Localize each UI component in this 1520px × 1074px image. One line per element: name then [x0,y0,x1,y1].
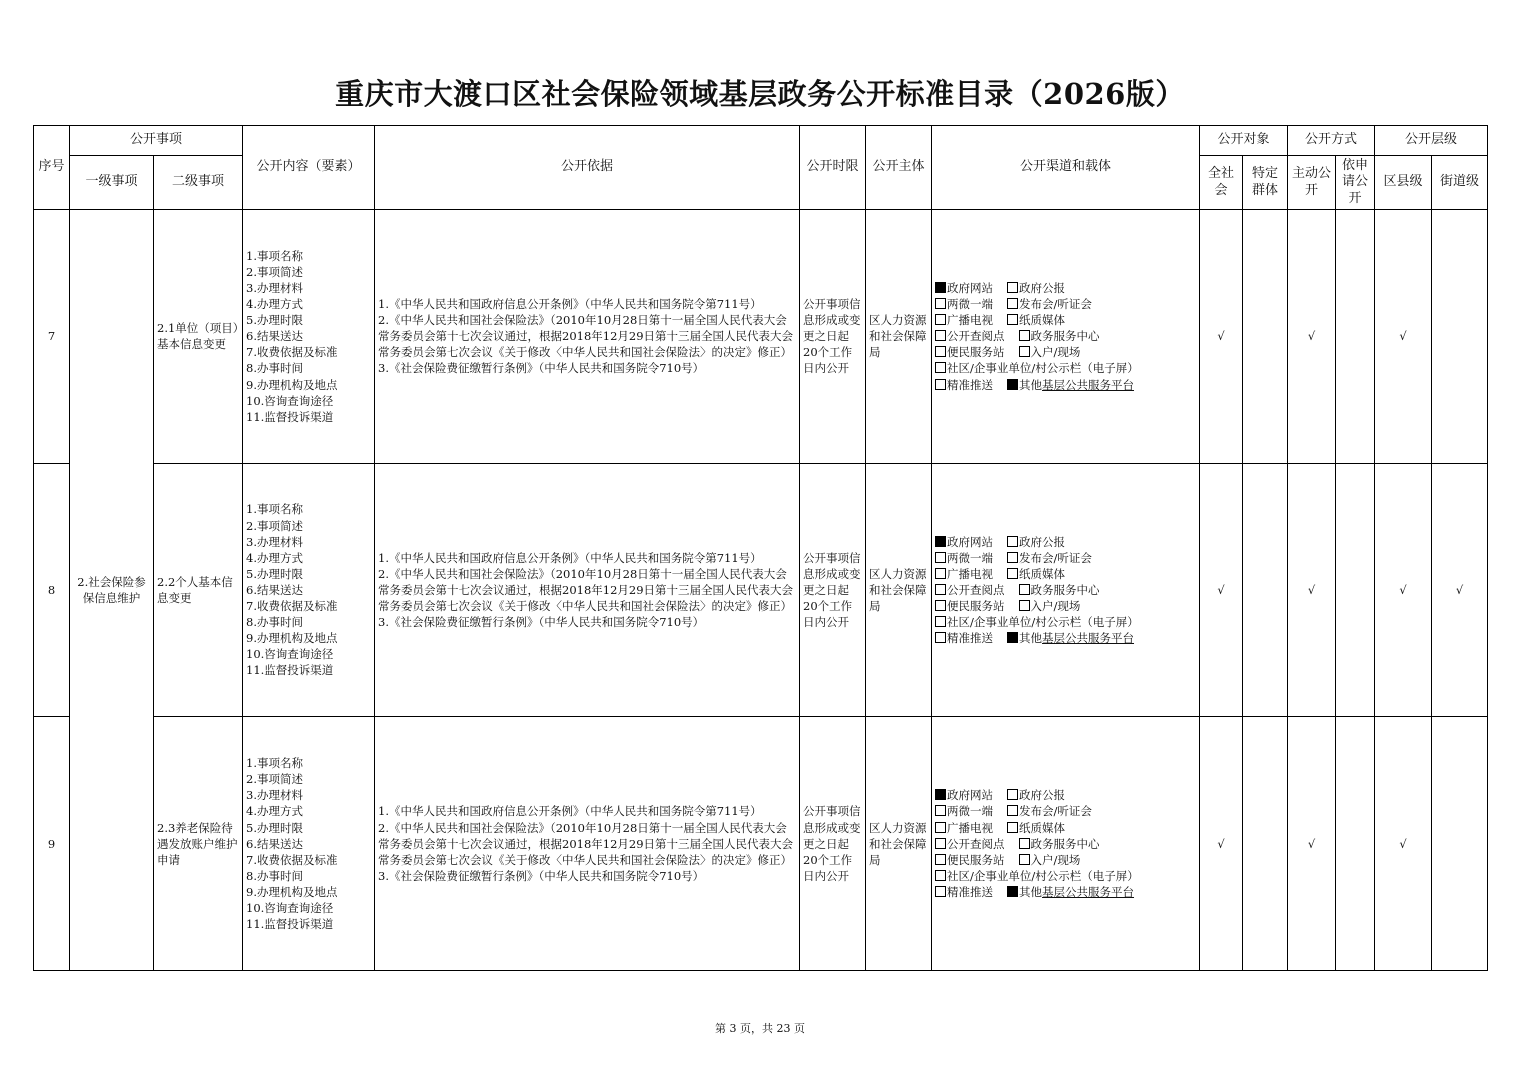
checkbox-icon[interactable] [1019,346,1030,357]
channel-label: 入户/现场 [1030,599,1081,614]
time-limit: 公开事项信息形成或变更之日起20个工作日内公开 [800,717,866,971]
channel-option[interactable] [935,345,1005,359]
content-list [243,717,375,971]
checkbox-icon[interactable] [935,600,946,611]
content-item: 7.收费依据及标准 [246,852,338,867]
channel-option[interactable] [1019,853,1081,867]
checkbox-icon[interactable] [935,632,946,643]
channel-row [935,787,1196,803]
publish-subject: 区人力资源和社会保障局 [866,463,932,717]
channel-label: 便民服务站 [947,345,1005,360]
channel-label: 纸质媒体 [1019,566,1066,581]
basis-list [375,210,800,464]
channel-option[interactable] [935,821,993,835]
channel-option[interactable] [1007,804,1092,818]
channel-label: 广播电视 [947,566,994,581]
channel-row [935,280,1196,296]
channel-option[interactable] [935,853,1005,867]
time-limit: 公开事项信息形成或变更之日起20个工作日内公开 [800,210,866,464]
channel-label: 纸质媒体 [1019,313,1066,328]
content-item: 5.办理时限 [246,566,303,581]
mark-specific [1243,463,1288,717]
channel-option[interactable] [1007,567,1065,581]
channel-label: 广播电视 [947,820,994,835]
content-item: 7.收费依据及标准 [246,345,338,360]
header-items-group: 公开事项 [70,126,243,156]
content-list [243,210,375,464]
header-time: 公开时限 [800,126,866,210]
checkbox-icon[interactable] [935,838,946,849]
channel-row [935,360,1196,376]
mark-all: √ [1200,210,1243,464]
channel-label: 其他 [1019,631,1043,646]
checkbox-icon[interactable] [1007,282,1018,293]
channel-option[interactable] [1007,885,1134,899]
channel-label: 公开查阅点 [947,329,1005,344]
publish-subject: 区人力资源和社会保障局 [866,210,932,464]
checkbox-icon[interactable] [1007,552,1018,563]
mark-county: √ [1375,717,1432,971]
channel-option[interactable] [1007,313,1065,327]
checkbox-icon[interactable] [935,870,946,881]
content-item: 9.办理机构及地点 [246,631,338,646]
mark-county: √ [1375,210,1432,464]
checkbox-icon[interactable] [935,854,946,865]
content-item: 11.监督投诉渠道 [246,409,334,424]
header-method-active: 主动公开 [1288,156,1336,210]
channel-row [935,377,1196,393]
basis-item: 1.《中华人民共和国政府信息公开条例》（中华人民共和国务院令第711号） [378,550,762,565]
header-target-all: 全社会 [1200,156,1243,210]
mark-specific [1243,717,1288,971]
content-item: 4.办理方式 [246,297,303,312]
basis-item: 1.《中华人民共和国政府信息公开条例》（中华人民共和国务院令第711号） [378,804,762,819]
channel-label: 其他 [1019,377,1043,392]
content-item: 11.监督投诉渠道 [246,663,334,678]
channel-row [935,534,1196,550]
channel-label: 政府公报 [1019,281,1066,295]
catalog-table [33,125,1488,971]
header-channel: 公开渠道和载体 [932,126,1200,210]
channel-option[interactable] [935,837,1005,851]
channel-list [932,210,1200,464]
channel-option[interactable] [1007,788,1065,802]
channel-label: 社区/企事业单位/村公示栏（电子屏） [947,868,1139,883]
mark-active: √ [1288,463,1336,717]
channel-label: 政府公报 [1019,534,1066,549]
basis-list [375,717,800,971]
channel-label: 社区/企事业单位/村公示栏（电子屏） [947,361,1139,376]
checkbox-icon[interactable] [935,552,946,563]
channel-row [935,550,1196,566]
channel-option[interactable] [1019,583,1100,597]
table-row [34,717,1488,971]
header-subject: 公开主体 [866,126,932,210]
row-seq: 8 [34,463,70,717]
basis-item: 2.《中华人民共和国社会保险法》（2010年10月28日第十一届全国人民代表大会常务委员会第十七次会议通过，根据2018年12月29日第十三届全国人民代表大会常务委员会第七次会议《关于修改〈中华人民共和国社会保险法〉的决定》修正） [378,566,794,614]
channel-label: 政府网站 [947,534,994,549]
channel-label: 发布会/听证会 [1019,550,1092,565]
channel-option[interactable] [935,615,1139,629]
channel-label: 社区/企事业单位/村公示栏（电子屏） [947,615,1139,630]
header-level: 公开层级 [1375,126,1488,156]
header-level-street: 街道级 [1432,156,1488,210]
checkbox-icon[interactable] [935,536,946,547]
content-item: 5.办理时限 [246,313,303,328]
header-basis: 公开依据 [375,126,800,210]
mark-active: √ [1288,210,1336,464]
header-method-request: 依申请公开 [1336,156,1375,210]
content-item: 8.办事时间 [246,361,303,376]
channel-label: 精准推送 [947,884,994,899]
time-limit: 公开事项信息形成或变更之日起20个工作日内公开 [800,463,866,717]
content-item: 8.办事时间 [246,868,303,883]
content-item: 10.咨询查询途径 [246,393,334,408]
content-item: 8.办事时间 [246,615,303,630]
channel-label: 政府网站 [947,788,994,803]
channel-option[interactable] [1019,837,1100,851]
row-seq: 7 [34,210,70,464]
checkbox-icon[interactable] [935,822,946,833]
channel-option[interactable] [1007,297,1092,311]
header-method: 公开方式 [1288,126,1375,156]
checkbox-icon[interactable] [1019,330,1030,341]
channel-option[interactable] [1007,631,1134,645]
channel-row [935,566,1196,582]
level1-item: 2.社会保险参保信息维护 [70,210,154,971]
header-content: 公开内容（要素） [243,126,375,210]
content-item: 6.结果送达 [246,582,303,597]
checkbox-icon[interactable] [935,616,946,627]
checkbox-icon[interactable] [1007,536,1018,547]
channel-label: 两微一端 [947,804,994,819]
channel-row [935,868,1196,884]
level2-item: 2.2个人基本信息变更 [154,463,243,717]
channel-label: 政务服务中心 [1030,329,1100,344]
mark-street [1432,717,1488,971]
channel-extra: 基层公共服务平台 [1042,377,1135,392]
basis-item: 3.《社会保险费征缴暂行条例》（中华人民共和国务院令710号） [378,361,705,376]
content-item: 11.监督投诉渠道 [246,917,334,932]
checkbox-icon[interactable] [1019,854,1030,865]
checkbox-icon[interactable] [935,789,946,800]
channel-label: 两微一端 [947,550,994,565]
content-item: 3.办理材料 [246,788,303,803]
level2-item: 2.3养老保险待遇发放账户维护申请 [154,717,243,971]
table-row [34,210,1488,464]
channel-label: 便民服务站 [947,852,1005,867]
header-level-county: 区县级 [1375,156,1432,210]
channel-option[interactable] [1007,551,1092,565]
content-item: 2.事项简述 [246,264,303,279]
checkbox-icon[interactable] [1007,789,1018,800]
channel-label: 公开查阅点 [947,836,1005,851]
basis-item: 3.《社会保险费征缴暂行条例》（中华人民共和国务院令710号） [378,615,705,630]
page-title: 重庆市大渡口区社会保险领域基层政务公开标准目录（2026版） [335,77,1185,111]
checkbox-icon[interactable] [935,568,946,579]
checkbox-icon[interactable] [935,314,946,325]
channel-label: 精准推送 [947,377,994,392]
channel-row [935,344,1196,360]
basis-list [375,463,800,717]
channel-row [935,884,1196,900]
channel-option[interactable] [935,297,993,311]
checkbox-icon[interactable] [935,584,946,595]
channel-list [932,463,1200,717]
channel-row [935,820,1196,836]
content-item: 2.事项简述 [246,772,303,787]
channel-option[interactable] [1019,599,1081,613]
checkbox-icon[interactable] [935,379,946,390]
mark-all: √ [1200,717,1243,971]
checkbox-icon[interactable] [1019,584,1030,595]
content-item: 10.咨询查询途径 [246,647,334,662]
channel-row [935,614,1196,630]
content-item: 1.事项名称 [246,756,303,771]
channel-row [935,803,1196,819]
channel-list [932,717,1200,971]
channel-label: 其他 [1019,884,1043,899]
channel-option[interactable] [1019,345,1081,359]
page-footer: 第 3 页，共 23 页 [715,1022,805,1035]
header-level2: 二级事项 [154,156,243,210]
mark-active: √ [1288,717,1336,971]
checkbox-icon[interactable] [935,330,946,341]
channel-row [935,836,1196,852]
channel-row [935,328,1196,344]
checkbox-icon[interactable] [935,805,946,816]
content-list [243,463,375,717]
channel-option[interactable] [935,329,1005,343]
basis-item: 3.《社会保险费征缴暂行条例》（中华人民共和国务院令710号） [378,868,705,883]
basis-item: 1.《中华人民共和国政府信息公开条例》（中华人民共和国务院令第711号） [378,297,762,312]
content-item: 1.事项名称 [246,248,303,263]
content-item: 9.办理机构及地点 [246,884,338,899]
channel-label: 政务服务中心 [1030,582,1100,597]
content-item: 3.办理材料 [246,281,303,295]
checkbox-icon[interactable] [935,886,946,897]
channel-option[interactable] [1007,535,1065,549]
checkbox-icon[interactable] [935,282,946,293]
content-item: 5.办理时限 [246,820,303,835]
checkbox-icon[interactable] [935,346,946,357]
channel-option[interactable] [935,313,993,327]
row-seq: 9 [34,717,70,971]
content-item: 3.办理材料 [246,534,303,549]
checkbox-icon[interactable] [1007,298,1018,309]
channel-label: 公开查阅点 [947,582,1005,597]
checkbox-icon[interactable] [1007,822,1018,833]
checkbox-icon[interactable] [935,298,946,309]
channel-label: 两微一端 [947,297,994,312]
channel-extra: 基层公共服务平台 [1042,884,1135,899]
channel-option[interactable] [935,885,993,899]
channel-option[interactable] [935,551,993,565]
level2-item: 2.1单位（项目）基本信息变更 [154,210,243,464]
channel-option[interactable] [935,788,993,802]
channel-label: 政府公报 [1019,788,1066,803]
content-item: 1.事项名称 [246,502,303,517]
mark-request [1336,210,1375,464]
content-item: 4.办理方式 [246,804,303,819]
channel-option[interactable] [1007,378,1134,392]
channel-option[interactable] [935,583,1005,597]
mark-all: √ [1200,463,1243,717]
basis-item: 2.《中华人民共和国社会保险法》（2010年10月28日第十一届全国人民代表大会常务委员会第十七次会议通过，根据2018年12月29日第十三届全国人民代表大会常务委员会第七次会议《关于修改〈中华人民共和国社会保险法〉的决定》修正） [378,820,794,867]
checkbox-icon[interactable] [1007,568,1018,579]
channel-label: 广播电视 [947,313,994,328]
channel-label: 入户/现场 [1030,345,1081,360]
checkbox-icon[interactable] [935,362,946,373]
header-seq: 序号 [34,126,70,210]
mark-request [1336,463,1375,717]
basis-item: 2.《中华人民共和国社会保险法》（2010年10月28日第十一届全国人民代表大会常务委员会第十七次会议通过，根据2018年12月29日第十三届全国人民代表大会常务委员会第七次会议《关于修改〈中华人民共和国社会保险法〉的决定》修正） [378,313,794,360]
channel-option[interactable] [935,599,1005,613]
table-row [34,463,1488,717]
content-item: 4.办理方式 [246,550,303,565]
checkbox-icon[interactable] [1007,632,1018,643]
mark-street: √ [1432,463,1488,717]
header-target: 公开对象 [1200,126,1288,156]
content-item: 7.收费依据及标准 [246,599,338,614]
channel-option[interactable] [1019,329,1100,343]
mark-county: √ [1375,463,1432,717]
checkbox-icon[interactable] [1007,314,1018,325]
content-item: 2.事项简述 [246,518,303,533]
channel-option[interactable] [935,869,1139,883]
channel-label: 发布会/听证会 [1019,804,1092,819]
channel-extra: 基层公共服务平台 [1042,631,1135,646]
content-item: 10.咨询查询途径 [246,900,334,915]
channel-label: 政府网站 [947,281,994,295]
checkbox-icon[interactable] [1007,379,1018,390]
channel-option[interactable] [935,804,993,818]
channel-label: 发布会/听证会 [1019,297,1092,312]
publish-subject: 区人力资源和社会保障局 [866,717,932,971]
checkbox-icon[interactable] [1019,838,1030,849]
checkbox-icon[interactable] [1019,600,1030,611]
channel-label: 便民服务站 [947,599,1005,614]
channel-option[interactable] [1007,821,1065,835]
channel-row [935,598,1196,614]
checkbox-icon[interactable] [1007,886,1018,897]
content-item: 9.办理机构及地点 [246,377,338,392]
channel-row [935,312,1196,328]
channel-option[interactable] [935,281,993,295]
content-item: 6.结果送达 [246,329,303,344]
mark-specific [1243,210,1288,464]
channel-label: 精准推送 [947,631,994,646]
channel-label: 入户/现场 [1030,852,1081,867]
header-target-specific: 特定群体 [1243,156,1288,210]
header-level1: 一级事项 [70,156,154,210]
channel-row [935,852,1196,868]
mark-request [1336,717,1375,971]
mark-street [1432,210,1488,464]
channel-row [935,296,1196,312]
channel-option[interactable] [935,361,1139,375]
channel-option[interactable] [1007,281,1065,295]
channel-row [935,582,1196,598]
channel-option[interactable] [935,567,993,581]
content-item: 6.结果送达 [246,836,303,851]
channel-option[interactable] [935,378,993,392]
channel-label: 政务服务中心 [1030,836,1100,851]
channel-label: 纸质媒体 [1019,820,1066,835]
channel-option[interactable] [935,631,993,645]
channel-option[interactable] [935,535,993,549]
channel-row [935,630,1196,646]
checkbox-icon[interactable] [1007,805,1018,816]
